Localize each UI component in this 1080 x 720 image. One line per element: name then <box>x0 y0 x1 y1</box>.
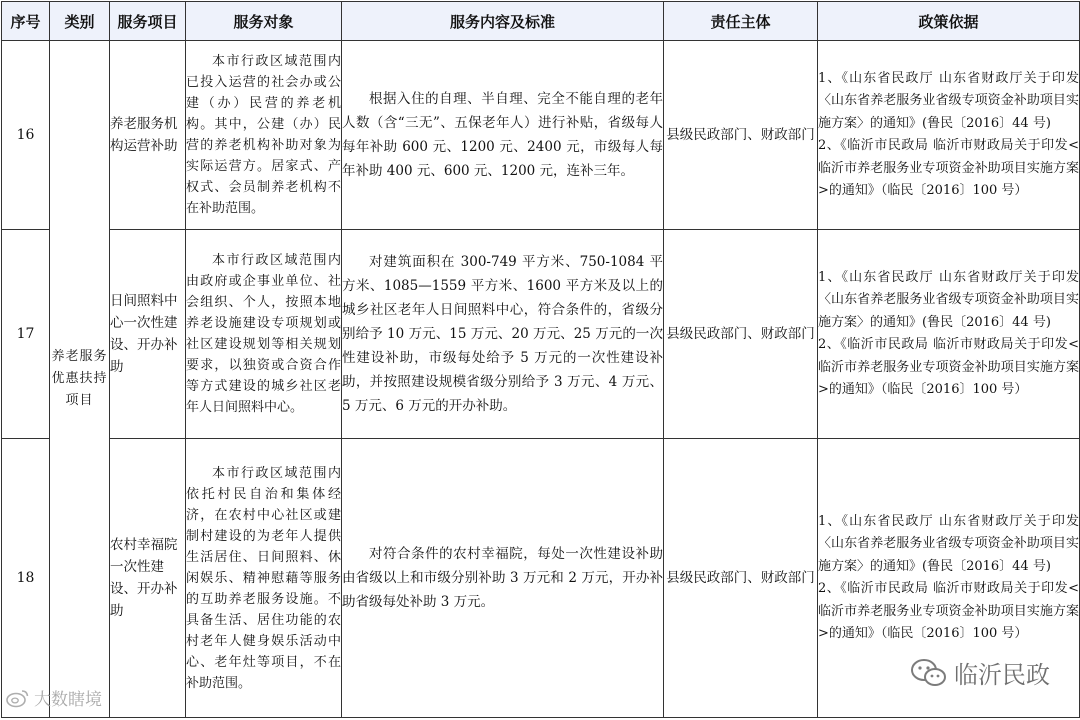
row-seq: 16 <box>2 41 50 230</box>
row-responsible: 县级民政部门、财政部门 <box>664 230 818 439</box>
row-responsible: 县级民政部门、财政部门 <box>664 41 818 230</box>
header-target: 服务对象 <box>186 2 342 41</box>
wechat-logo-icon <box>910 657 948 689</box>
table-row <box>2 230 1080 439</box>
watermark-left <box>6 685 102 710</box>
watermark-left-text: 大数瞎境 <box>34 690 102 710</box>
header-basis: 政策依据 <box>818 2 1080 41</box>
watermark-right <box>910 655 1050 690</box>
row-basis: 1、《山东省民政厅 山东省财政厅关于印发〈山东省养老服务业省级专项资金补助项目实施方案〉的通知》(鲁民〔2016〕44 号) 2、《临沂市民政局 临沂市财政局关于印发<临沂市养老服务业专项资金补助项目实施方案>的通知》（临民〔2016〕100 号） <box>818 41 1080 230</box>
row-target: 本市行政区域范围内由政府或企事业单位、社会组织、个人，按照本地养老设施建设专项规划或社区建设规划等相关规划要求，以独资或合资合作等方式建设的城乡社区老年人日间照料中心。 <box>186 230 342 439</box>
row-target: 本市行政区域范围内已投入运营的社会办或公建（办）民营的养老机构。其中，公建（办）民营的养老机构补助对象为实际运营方。居家式、产权式、会员制养老机构不在补助范围。 <box>186 41 342 230</box>
header-item: 服务项目 <box>110 2 186 41</box>
header-seq: 序号 <box>2 2 50 41</box>
row-item: 农村幸福院一次性建设、开办补助 <box>110 439 186 718</box>
row-content: 对建筑面积在 300-749 平方米、750-1084 平方米、1085—1559 平方米、1600 平方米及以上的城乡社区老年人日间照料中心，符合条件的，省级分别给予 10 万元、15 万元、20 万元、25 万元的一次性建设补助，市级每处给予 5 万元的一次性建设补助，并按照建设规模省级分别给予 3 万元、4 万元、5 万元、6 万元的开办补助。 <box>342 230 664 439</box>
row-seq: 18 <box>2 439 50 718</box>
row-target: 本市行政区域范围内依托村民自治和集体经济，在农村中心社区或建制村建设的为老年人提供生活居住、日间照料、休闲娱乐、精神慰藉等服务的互助养老服务设施。不具备生活、居住功能的农村老年人健身娱乐活动中心、老年灶等项目，不在补助范围。 <box>186 439 342 718</box>
table-row <box>2 41 1080 230</box>
header-category: 类别 <box>50 2 110 41</box>
row-category: 养老服务优惠扶持项目 <box>50 41 110 718</box>
header-content: 服务内容及标准 <box>342 2 664 41</box>
row-content: 对符合条件的农村幸福院，每处一次性建设补助由省级以上和市级分别补助 3 万元和 2 万元，开办补助省级每处补助 3 万元。 <box>342 439 664 718</box>
row-seq: 17 <box>2 230 50 439</box>
watermark-right-text: 临沂民政 <box>954 661 1050 689</box>
row-content: 根据入住的自理、半自理、完全不能自理的老年人数（含“三无”、五保老年人）进行补贴，省级每人每年补助 600 元、1200 元、2400 元，市级每人每年补助 400 元、600 元、1200 元，连补三年。 <box>342 41 664 230</box>
row-basis: 1、《山东省民政厅 山东省财政厅关于印发〈山东省养老服务业省级专项资金补助项目实施方案〉的通知》(鲁民〔2016〕44 号) 2、《临沂市民政局 临沂市财政局关于印发<临沂市养老服务业专项资金补助项目实施方案>的通知》（临民〔2016〕100 号） <box>818 230 1080 439</box>
row-responsible: 县级民政部门、财政部门 <box>664 439 818 718</box>
policy-table <box>1 1 1080 718</box>
header-row <box>2 2 1080 41</box>
row-item: 养老服务机构运营补助 <box>110 41 186 230</box>
row-item: 日间照料中心一次性建设、开办补助 <box>110 230 186 439</box>
row-basis: 1、《山东省民政厅 山东省财政厅关于印发〈山东省养老服务业省级专项资金补助项目实施方案〉的通知》(鲁民〔2016〕44 号) 2、《临沂市民政局 临沂市财政局关于印发<临沂市养老服务业专项资金补助项目实施方案>的通知》（临民〔2016〕100 号） <box>818 439 1080 718</box>
header-responsible: 责任主体 <box>664 2 818 41</box>
weibo-logo-icon <box>6 688 30 708</box>
